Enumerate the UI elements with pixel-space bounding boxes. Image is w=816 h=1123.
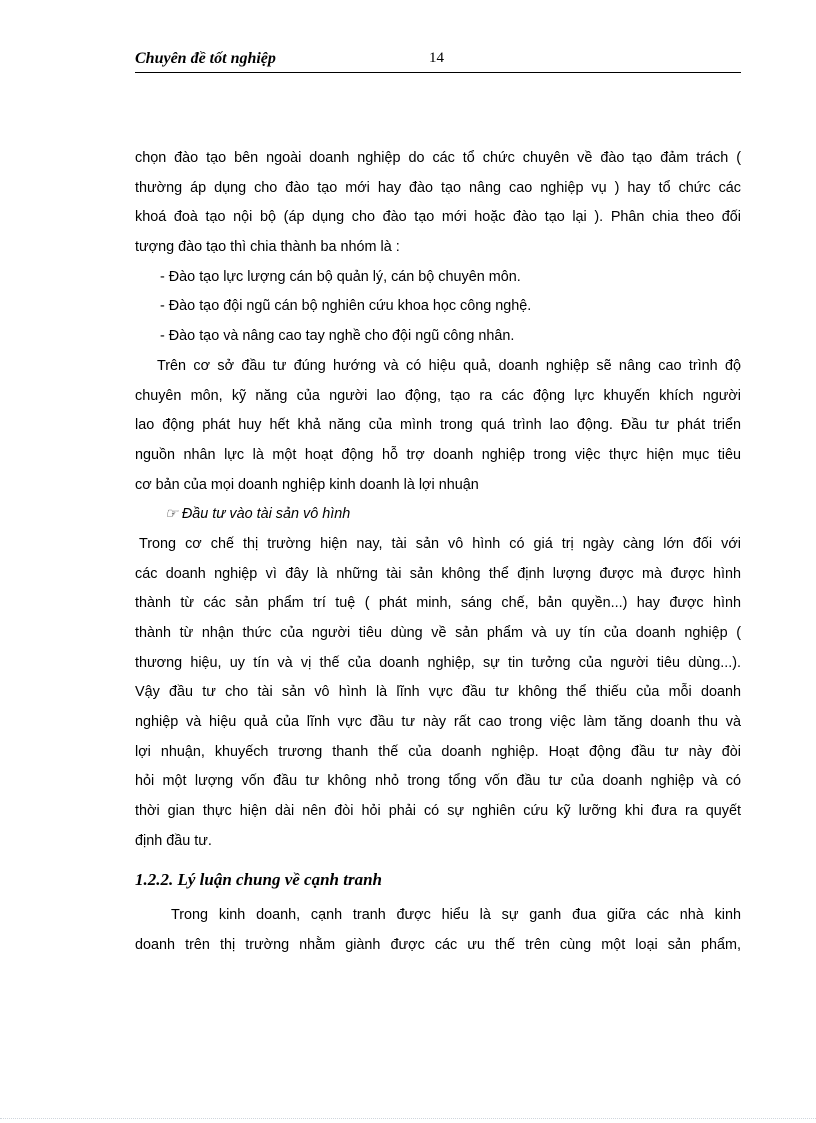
text-line: tượng đào tạo thì chia thành ba nhóm là : xyxy=(135,239,400,256)
text-line: thành từ các sản phẩm trí tuệ ( phát minh, sáng chế, bản quyền...) hay được hình xyxy=(135,595,741,612)
text-line: khoá đoà tạo nội bộ (áp dụng cho đào tạo mới hoặc đào tạo lại ). Phân chia theo đối xyxy=(135,209,741,226)
text-line: lao động phát huy hết khả năng của mình trong quá trình lao động. Đầu tư phát triển xyxy=(135,417,741,434)
text-line: chuyên môn, kỹ năng của người lao động, tạo ra các động lực khuyến khích người xyxy=(135,387,741,404)
text-line: thời gian thực hiện dài nên đòi hỏi phải có sự nghiên cứu kỹ lưỡng khi đưa ra quyết xyxy=(135,803,741,820)
bullet-item: - Đào tạo và nâng cao tay nghề cho đội ngũ công nhân. xyxy=(160,328,515,345)
text-line: thương hiệu, uy tín và vị thế của doanh nghiệp, sự tin tưởng của người tiêu dùng...). xyxy=(135,654,741,671)
text-line: Trong kinh doanh, cạnh tranh được hiểu là sự ganh đua giữa các nhà kinh xyxy=(171,907,741,923)
header-title: Chuyên đề tốt nghiệp xyxy=(135,50,276,67)
text-line: Trên cơ sở đầu tư đúng hướng và có hiệu quả, doanh nghiệp sẽ nâng cao trình độ xyxy=(157,357,741,374)
page-bottom-border xyxy=(0,1118,816,1119)
page-number: 14 xyxy=(429,50,444,66)
text-line: thường áp dụng cho đào tạo mới hay đào tạo nâng cao nghiệp vụ ) hay tổ chức các xyxy=(135,179,741,196)
text-line: các doanh nghiệp vì đây là những tài sản không thể định lượng được mà được hình xyxy=(135,565,741,582)
text-line: lợi nhuận, khuyếch trương thanh thế của doanh nghiệp. Hoạt động đầu tư này đòi xyxy=(135,743,741,760)
text-line: Trong cơ chế thị trường hiện nay, tài sản vô hình có giá trị ngày càng lớn đối với xyxy=(139,535,741,552)
bullet-item: - Đào tạo đội ngũ cán bộ nghiên cứu khoa học công nghệ. xyxy=(160,298,532,315)
text-line: nguồn nhân lực là một hoạt động hỗ trợ doanh nghiệp trong việc thực hiện mục tiêu xyxy=(135,446,741,463)
text-line: nghiệp và hiệu quả của lĩnh vực đầu tư này rất cao trong việc làm tăng doanh thu và xyxy=(135,714,741,731)
page-header xyxy=(135,48,741,73)
section-heading: 1.2.2. Lý luận chung về cạnh tranh xyxy=(135,870,383,889)
text-line: Vậy đầu tư cho tài sản vô hình là lĩnh vực đầu tư không thể thiếu của mỗi doanh xyxy=(135,684,741,701)
text-line: cơ bản của mọi doanh nghiệp kinh doanh là lợi nhuận xyxy=(135,476,479,493)
text-line: hỏi một lượng vốn đầu tư không nhỏ trong tổng vốn đầu tư của doanh nghiệp và có xyxy=(135,773,741,790)
bullet-item: - Đào tạo lực lượng cán bộ quản lý, cán bộ chuyên môn. xyxy=(160,268,521,285)
text-line: thành từ nhận thức của người tiêu dùng về sản phẩm và uy tín của doanh nghiệp ( xyxy=(135,625,741,641)
document-body xyxy=(135,144,741,857)
document-body-continued xyxy=(135,901,741,960)
subheading-intangible-assets: ☞ Đầu tư vào tài sản vô hình xyxy=(165,506,351,523)
text-line: chọn đào tạo bên ngoài doanh nghiệp do các tổ chức chuyên về đào tạo đảm trách ( xyxy=(135,150,741,166)
text-line: doanh trên thị trường nhằm giành được các ưu thế trên cùng một loại sản phẩm, xyxy=(135,936,741,953)
text-line: định đầu tư. xyxy=(135,832,212,849)
